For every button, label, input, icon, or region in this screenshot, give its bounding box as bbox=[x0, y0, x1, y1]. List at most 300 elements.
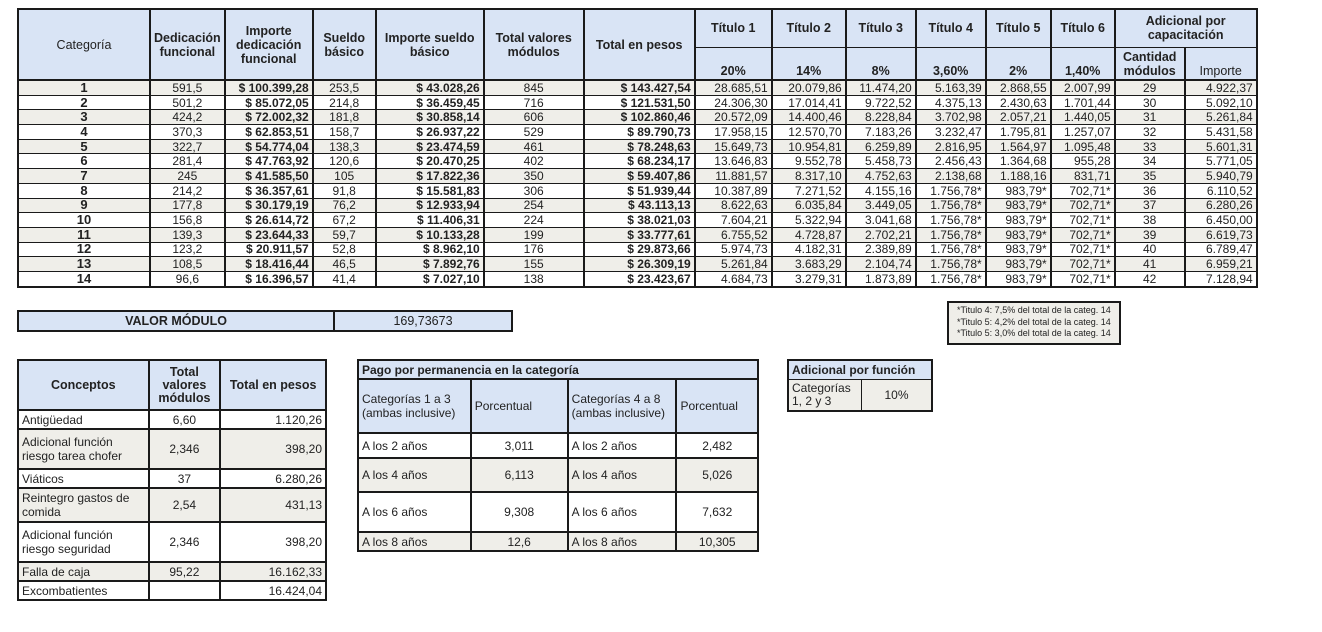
list-item bbox=[358, 492, 758, 532]
sueldo-basico-cell: 120,6 bbox=[313, 154, 376, 169]
list-item bbox=[358, 433, 758, 458]
pesos-cell: 1.120,26 bbox=[220, 410, 326, 429]
header-importe-sueldo: Importe sueldo básico bbox=[376, 9, 484, 80]
categoria-cell: 11 bbox=[18, 227, 150, 242]
header-categorias-1-3: Categorías 1 a 3 (ambas inclusive) bbox=[358, 379, 471, 433]
table-row bbox=[18, 80, 1257, 95]
importe-capacitacion-cell: 5.940,79 bbox=[1185, 169, 1257, 184]
modulos-cell bbox=[149, 581, 221, 600]
titulo-5-cell: 983,79* bbox=[986, 271, 1051, 286]
header-porcentual-a: Porcentual bbox=[471, 379, 568, 433]
categoria-cell: 2 bbox=[18, 95, 150, 110]
titulo-6-cell: 1.257,07 bbox=[1051, 125, 1115, 140]
titulo-6-cell: 702,71* bbox=[1051, 213, 1115, 228]
categoria-cell: 9 bbox=[18, 198, 150, 213]
sueldo-basico-cell: 41,4 bbox=[313, 271, 376, 286]
porcentual-b-cell: 10,305 bbox=[676, 532, 758, 551]
cantidad-modulos-cell: 39 bbox=[1115, 227, 1185, 242]
sueldo-basico-cell: 91,8 bbox=[313, 183, 376, 198]
periodo-a-cell: A los 8 años bbox=[358, 532, 471, 551]
table-row bbox=[18, 183, 1257, 198]
table-row bbox=[18, 198, 1257, 213]
titulo-5-cell: 983,79* bbox=[986, 227, 1051, 242]
titulo-2-cell: 4.182,31 bbox=[772, 242, 846, 257]
total-pesos-cell: $ 89.790,73 bbox=[584, 125, 695, 140]
header-titulo-2: Título 2 bbox=[772, 9, 846, 47]
titulo-1-cell: 28.685,51 bbox=[695, 80, 772, 95]
adicional-funcion-title: Adicional por función bbox=[788, 360, 932, 380]
titulo-2-cell: 12.570,70 bbox=[772, 125, 846, 140]
header-porcentual-b: Porcentual bbox=[676, 379, 758, 433]
titulo-1-cell: 10.387,89 bbox=[695, 183, 772, 198]
footnote: *Titulo 5: 4,2% del total de la categ. 14 bbox=[957, 316, 1111, 327]
header-titulo-1-pct: 20% bbox=[695, 47, 772, 80]
header-conceptos: Conceptos bbox=[18, 360, 149, 410]
titulo-6-cell: 1.095,48 bbox=[1051, 139, 1115, 154]
importe-capacitacion-cell: 4.922,37 bbox=[1185, 80, 1257, 95]
importe-dedicacion-cell: $ 62.853,51 bbox=[225, 125, 313, 140]
total-pesos-cell: $ 23.423,67 bbox=[584, 271, 695, 286]
porcentual-a-cell: 9,308 bbox=[471, 492, 568, 532]
header-importe: Importe bbox=[1185, 47, 1257, 80]
importe-capacitacion-cell: 5.431,58 bbox=[1185, 125, 1257, 140]
titulo-1-cell: 6.755,52 bbox=[695, 227, 772, 242]
table-row bbox=[18, 95, 1257, 110]
titulo-5-cell: 1.188,16 bbox=[986, 169, 1051, 184]
total-pesos-cell: $ 43.113,13 bbox=[584, 198, 695, 213]
sueldo-basico-cell: 59,7 bbox=[313, 227, 376, 242]
footnote: *Titulo 4: 7,5% del total de la categ. 14 bbox=[957, 305, 1111, 315]
dedicacion-cell: 108,5 bbox=[150, 257, 225, 272]
valor-modulo-label: VALOR MÓDULO bbox=[18, 311, 334, 331]
porcentual-b-cell: 5,026 bbox=[676, 458, 758, 492]
header-importe-dedicacion: Importe dedicación funcional bbox=[225, 9, 313, 80]
total-modulos-cell: 350 bbox=[484, 169, 584, 184]
titulo-2-cell: 17.014,41 bbox=[772, 95, 846, 110]
titulo-3-cell: 8.228,84 bbox=[846, 110, 916, 125]
dedicacion-cell: 501,2 bbox=[150, 95, 225, 110]
periodo-b-cell: A los 8 años bbox=[568, 532, 677, 551]
total-pesos-cell: $ 102.860,46 bbox=[584, 110, 695, 125]
total-pesos-cell: $ 29.873,66 bbox=[584, 242, 695, 257]
categoria-cell: 10 bbox=[18, 213, 150, 228]
titulo-5-cell: 983,79* bbox=[986, 213, 1051, 228]
total-modulos-cell: 199 bbox=[484, 227, 584, 242]
categoria-cell: 13 bbox=[18, 257, 150, 272]
titulo-6-cell: 702,71* bbox=[1051, 271, 1115, 286]
modulos-cell: 95,22 bbox=[149, 562, 221, 581]
periodo-b-cell: A los 4 años bbox=[568, 458, 677, 492]
titulo-4-cell: 1.756,78* bbox=[916, 213, 986, 228]
modulos-cell: 6,60 bbox=[149, 410, 221, 429]
titulo-3-cell: 3.041,68 bbox=[846, 213, 916, 228]
dedicacion-cell: 177,8 bbox=[150, 198, 225, 213]
adicional-funcion-label: Categorías 1, 2 y 3 bbox=[788, 380, 862, 412]
dedicacion-cell: 322,7 bbox=[150, 139, 225, 154]
dedicacion-cell: 370,3 bbox=[150, 125, 225, 140]
titulo-2-cell: 14.400,46 bbox=[772, 110, 846, 125]
header-titulo-2-pct: 14% bbox=[772, 47, 846, 80]
cantidad-modulos-cell: 31 bbox=[1115, 110, 1185, 125]
sueldo-basico-cell: 105 bbox=[313, 169, 376, 184]
importe-dedicacion-cell: $ 18.416,44 bbox=[225, 257, 313, 272]
porcentual-b-cell: 7,632 bbox=[676, 492, 758, 532]
valor-modulo-table bbox=[17, 310, 513, 332]
cantidad-modulos-cell: 30 bbox=[1115, 95, 1185, 110]
dedicacion-cell: 139,3 bbox=[150, 227, 225, 242]
importe-sueldo-cell: $ 23.474,59 bbox=[376, 139, 484, 154]
pesos-cell: 431,13 bbox=[220, 488, 326, 522]
titulo-3-cell: 5.458,73 bbox=[846, 154, 916, 169]
adicional-funcion-table bbox=[787, 359, 933, 412]
pesos-cell: 16.162,33 bbox=[220, 562, 326, 581]
total-modulos-cell: 529 bbox=[484, 125, 584, 140]
cantidad-modulos-cell: 32 bbox=[1115, 125, 1185, 140]
importe-dedicacion-cell: $ 36.357,61 bbox=[225, 183, 313, 198]
titulo-1-cell: 15.649,73 bbox=[695, 139, 772, 154]
periodo-a-cell: A los 6 años bbox=[358, 492, 471, 532]
periodo-b-cell: A los 2 años bbox=[568, 433, 677, 458]
sueldo-basico-cell: 214,8 bbox=[313, 95, 376, 110]
porcentual-a-cell: 6,113 bbox=[471, 458, 568, 492]
list-item bbox=[18, 488, 326, 522]
concepto-cell: Antigüedad bbox=[18, 410, 149, 429]
titulo-6-cell: 702,71* bbox=[1051, 227, 1115, 242]
total-pesos-cell: $ 78.248,63 bbox=[584, 139, 695, 154]
importe-sueldo-cell: $ 15.581,83 bbox=[376, 183, 484, 198]
titulo-6-cell: 831,71 bbox=[1051, 169, 1115, 184]
pesos-cell: 398,20 bbox=[220, 522, 326, 562]
importe-capacitacion-cell: 5.261,84 bbox=[1185, 110, 1257, 125]
titulo-1-cell: 4.684,73 bbox=[695, 271, 772, 286]
titulo-4-cell: 5.163,39 bbox=[916, 80, 986, 95]
table-row bbox=[18, 169, 1257, 184]
table-row bbox=[18, 125, 1257, 140]
titulo-1-cell: 5.261,84 bbox=[695, 257, 772, 272]
table-row bbox=[18, 110, 1257, 125]
importe-sueldo-cell: $ 7.027,10 bbox=[376, 271, 484, 286]
cantidad-modulos-cell: 42 bbox=[1115, 271, 1185, 286]
titulo-4-cell: 1.756,78* bbox=[916, 242, 986, 257]
porcentual-b-cell: 2,482 bbox=[676, 433, 758, 458]
titulo-3-cell: 9.722,52 bbox=[846, 95, 916, 110]
categoria-cell: 1 bbox=[18, 80, 150, 95]
list-item bbox=[18, 522, 326, 562]
total-modulos-cell: 176 bbox=[484, 242, 584, 257]
total-pesos-cell: $ 26.309,19 bbox=[584, 257, 695, 272]
titulo-6-cell: 2.007,99 bbox=[1051, 80, 1115, 95]
titulo-6-cell: 702,71* bbox=[1051, 198, 1115, 213]
titulo-4-cell: 2.138,68 bbox=[916, 169, 986, 184]
titulo-2-cell: 20.079,86 bbox=[772, 80, 846, 95]
importe-sueldo-cell: $ 36.459,45 bbox=[376, 95, 484, 110]
importe-dedicacion-cell: $ 72.002,32 bbox=[225, 110, 313, 125]
categoria-cell: 3 bbox=[18, 110, 150, 125]
importe-capacitacion-cell: 6.280,26 bbox=[1185, 198, 1257, 213]
importe-sueldo-cell: $ 10.133,28 bbox=[376, 227, 484, 242]
titulo-6-cell: 1.701,44 bbox=[1051, 95, 1115, 110]
titulo-5-cell: 2.868,55 bbox=[986, 80, 1051, 95]
total-modulos-cell: 845 bbox=[484, 80, 584, 95]
concepto-cell: Reintegro gastos de comida bbox=[18, 488, 149, 522]
concepto-cell: Adicional función riesgo seguridad bbox=[18, 522, 149, 562]
cantidad-modulos-cell: 34 bbox=[1115, 154, 1185, 169]
periodo-a-cell: A los 2 años bbox=[358, 433, 471, 458]
list-item bbox=[18, 562, 326, 581]
header-titulo-6-pct: 1,40% bbox=[1051, 47, 1115, 80]
dedicacion-cell: 245 bbox=[150, 169, 225, 184]
categoria-cell: 8 bbox=[18, 183, 150, 198]
sueldo-basico-cell: 181,8 bbox=[313, 110, 376, 125]
importe-capacitacion-cell: 5.771,05 bbox=[1185, 154, 1257, 169]
modulos-cell: 2,346 bbox=[149, 429, 221, 469]
cantidad-modulos-cell: 38 bbox=[1115, 213, 1185, 228]
titulo-3-cell: 7.183,26 bbox=[846, 125, 916, 140]
importe-capacitacion-cell: 5.092,10 bbox=[1185, 95, 1257, 110]
list-item bbox=[18, 429, 326, 469]
importe-sueldo-cell: $ 8.962,10 bbox=[376, 242, 484, 257]
header-sueldo-basico: Sueldo básico bbox=[313, 9, 376, 80]
dedicacion-cell: 591,5 bbox=[150, 80, 225, 95]
header-categoria: Categoría bbox=[18, 9, 150, 80]
titulo-5-cell: 2.430,63 bbox=[986, 95, 1051, 110]
titulo-5-cell: 2.057,21 bbox=[986, 110, 1051, 125]
sueldo-basico-cell: 253,5 bbox=[313, 80, 376, 95]
total-modulos-cell: 138 bbox=[484, 271, 584, 286]
importe-dedicacion-cell: $ 30.179,19 bbox=[225, 198, 313, 213]
titulo-1-cell: 24.306,30 bbox=[695, 95, 772, 110]
total-pesos-cell: $ 59.407,86 bbox=[584, 169, 695, 184]
categoria-cell: 14 bbox=[18, 271, 150, 286]
sueldo-basico-cell: 138,3 bbox=[313, 139, 376, 154]
importe-sueldo-cell: $ 30.858,14 bbox=[376, 110, 484, 125]
modulos-cell: 37 bbox=[149, 469, 221, 488]
total-modulos-cell: 224 bbox=[484, 213, 584, 228]
sueldo-basico-cell: 67,2 bbox=[313, 213, 376, 228]
total-modulos-cell: 155 bbox=[484, 257, 584, 272]
header-titulo-3: Título 3 bbox=[846, 9, 916, 47]
total-modulos-cell: 606 bbox=[484, 110, 584, 125]
categoria-cell: 6 bbox=[18, 154, 150, 169]
titulo-1-cell: 13.646,83 bbox=[695, 154, 772, 169]
total-pesos-cell: $ 121.531,50 bbox=[584, 95, 695, 110]
titulo-2-cell: 5.322,94 bbox=[772, 213, 846, 228]
total-pesos-cell: $ 38.021,03 bbox=[584, 213, 695, 228]
importe-dedicacion-cell: $ 47.763,92 bbox=[225, 154, 313, 169]
total-pesos-cell: $ 51.939,44 bbox=[584, 183, 695, 198]
pesos-cell: 398,20 bbox=[220, 429, 326, 469]
importe-capacitacion-cell: 6.110,52 bbox=[1185, 183, 1257, 198]
titulo-5-cell: 1.564,97 bbox=[986, 139, 1051, 154]
header-total-valores-modulos: Total valores módulos bbox=[149, 360, 221, 410]
list-item bbox=[18, 581, 326, 600]
titulo-5-cell: 983,79* bbox=[986, 242, 1051, 257]
header-titulo-5: Título 5 bbox=[986, 9, 1051, 47]
list-item bbox=[358, 458, 758, 492]
titulo-1-cell: 5.974,73 bbox=[695, 242, 772, 257]
header-titulo-4-pct: 3,60% bbox=[916, 47, 986, 80]
importe-sueldo-cell: $ 11.406,31 bbox=[376, 213, 484, 228]
valor-modulo-value: 169,73673 bbox=[334, 311, 512, 331]
importe-capacitacion-cell: 7.128,94 bbox=[1185, 271, 1257, 286]
cantidad-modulos-cell: 41 bbox=[1115, 257, 1185, 272]
titulo-2-cell: 4.728,87 bbox=[772, 227, 846, 242]
salary-table bbox=[17, 8, 1258, 288]
concepto-cell: Viáticos bbox=[18, 469, 149, 488]
titulo-5-cell: 983,79* bbox=[986, 198, 1051, 213]
titulo-4-cell: 1.756,78* bbox=[916, 257, 986, 272]
concepto-cell: Adicional función riesgo tarea chofer bbox=[18, 429, 149, 469]
titulo-1-cell: 7.604,21 bbox=[695, 213, 772, 228]
cantidad-modulos-cell: 33 bbox=[1115, 139, 1185, 154]
header-categorias-4-8: Categorías 4 a 8 (ambas inclusive) bbox=[568, 379, 677, 433]
titulo-3-cell: 1.873,89 bbox=[846, 271, 916, 286]
permanencia-table bbox=[357, 359, 759, 552]
header-dedicacion-funcional: Dedicación funcional bbox=[150, 9, 225, 80]
titulo-4-cell: 1.756,78* bbox=[916, 227, 986, 242]
importe-capacitacion-cell: 6.619,73 bbox=[1185, 227, 1257, 242]
titulo-2-cell: 9.552,78 bbox=[772, 154, 846, 169]
dedicacion-cell: 281,4 bbox=[150, 154, 225, 169]
porcentual-a-cell: 3,011 bbox=[471, 433, 568, 458]
importe-dedicacion-cell: $ 41.585,50 bbox=[225, 169, 313, 184]
titulo-4-cell: 3.702,98 bbox=[916, 110, 986, 125]
titulo-6-cell: 702,71* bbox=[1051, 183, 1115, 198]
pesos-cell: 6.280,26 bbox=[220, 469, 326, 488]
titulo-4-cell: 2.456,43 bbox=[916, 154, 986, 169]
table-row bbox=[18, 227, 1257, 242]
modulos-cell: 2,346 bbox=[149, 522, 221, 562]
table-row bbox=[18, 154, 1257, 169]
importe-sueldo-cell: $ 7.892,76 bbox=[376, 257, 484, 272]
dedicacion-cell: 156,8 bbox=[150, 213, 225, 228]
dedicacion-cell: 123,2 bbox=[150, 242, 225, 257]
header-titulo-6: Título 6 bbox=[1051, 9, 1115, 47]
header-titulo-1: Título 1 bbox=[695, 9, 772, 47]
total-pesos-cell: $ 33.777,61 bbox=[584, 227, 695, 242]
titulo-3-cell: 6.259,89 bbox=[846, 139, 916, 154]
categoria-cell: 7 bbox=[18, 169, 150, 184]
importe-dedicacion-cell: $ 54.774,04 bbox=[225, 139, 313, 154]
titulo-1-cell: 20.572,09 bbox=[695, 110, 772, 125]
importe-dedicacion-cell: $ 23.644,33 bbox=[225, 227, 313, 242]
dedicacion-cell: 214,2 bbox=[150, 183, 225, 198]
importe-dedicacion-cell: $ 26.614,72 bbox=[225, 213, 313, 228]
concepto-cell: Excombatientes bbox=[18, 581, 149, 600]
titulo-3-cell: 4.752,63 bbox=[846, 169, 916, 184]
header-titulo-5-pct: 2% bbox=[986, 47, 1051, 80]
header-adicional-capacitacion: Adicional por capacitación bbox=[1115, 9, 1257, 47]
total-modulos-cell: 402 bbox=[484, 154, 584, 169]
importe-sueldo-cell: $ 17.822,36 bbox=[376, 169, 484, 184]
categoria-cell: 5 bbox=[18, 139, 150, 154]
total-modulos-cell: 716 bbox=[484, 95, 584, 110]
categoria-cell: 12 bbox=[18, 242, 150, 257]
titulo-4-cell: 4.375,13 bbox=[916, 95, 986, 110]
importe-dedicacion-cell: $ 85.072,05 bbox=[225, 95, 313, 110]
importe-capacitacion-cell: 6.450,00 bbox=[1185, 213, 1257, 228]
list-item bbox=[18, 410, 326, 429]
titulo-2-cell: 3.279,31 bbox=[772, 271, 846, 286]
permanencia-title: Pago por permanencia en la categoría bbox=[358, 360, 758, 379]
titulo-4-cell: 2.816,95 bbox=[916, 139, 986, 154]
cantidad-modulos-cell: 35 bbox=[1115, 169, 1185, 184]
cantidad-modulos-cell: 40 bbox=[1115, 242, 1185, 257]
titulo-1-cell: 17.958,15 bbox=[695, 125, 772, 140]
header-total-en-pesos: Total en pesos bbox=[220, 360, 326, 410]
concepto-cell: Falla de caja bbox=[18, 562, 149, 581]
total-modulos-cell: 461 bbox=[484, 139, 584, 154]
titulo-3-cell: 2.702,21 bbox=[846, 227, 916, 242]
list-item bbox=[18, 469, 326, 488]
titulo-6-cell: 1.440,05 bbox=[1051, 110, 1115, 125]
importe-sueldo-cell: $ 43.028,26 bbox=[376, 80, 484, 95]
titulo-4-cell: 3.232,47 bbox=[916, 125, 986, 140]
titulo-3-cell: 4.155,16 bbox=[846, 183, 916, 198]
periodo-a-cell: A los 4 años bbox=[358, 458, 471, 492]
header-cantidad-modulos: Cantidad módulos bbox=[1115, 47, 1185, 80]
importe-capacitacion-cell: 6.959,21 bbox=[1185, 257, 1257, 272]
total-modulos-cell: 306 bbox=[484, 183, 584, 198]
dedicacion-cell: 96,6 bbox=[150, 271, 225, 286]
importe-dedicacion-cell: $ 20.911,57 bbox=[225, 242, 313, 257]
table-row bbox=[18, 213, 1257, 228]
titulo-4-cell: 1.756,78* bbox=[916, 271, 986, 286]
total-modulos-cell: 254 bbox=[484, 198, 584, 213]
header-total-modulos: Total valores módulos bbox=[484, 9, 584, 80]
titulo-footnotes bbox=[947, 301, 1121, 345]
header-total-pesos: Total en pesos bbox=[584, 9, 695, 80]
table-row bbox=[18, 257, 1257, 272]
titulo-4-cell: 1.756,78* bbox=[916, 183, 986, 198]
list-item bbox=[358, 532, 758, 551]
titulo-3-cell: 2.104,74 bbox=[846, 257, 916, 272]
importe-capacitacion-cell: 6.789,47 bbox=[1185, 242, 1257, 257]
periodo-b-cell: A los 6 años bbox=[568, 492, 677, 532]
titulo-3-cell: 3.449,05 bbox=[846, 198, 916, 213]
titulo-2-cell: 6.035,84 bbox=[772, 198, 846, 213]
importe-sueldo-cell: $ 12.933,94 bbox=[376, 198, 484, 213]
titulo-6-cell: 702,71* bbox=[1051, 242, 1115, 257]
categoria-cell: 4 bbox=[18, 125, 150, 140]
adicional-funcion-value: 10% bbox=[862, 380, 933, 412]
titulo-1-cell: 11.881,57 bbox=[695, 169, 772, 184]
importe-sueldo-cell: $ 26.937,22 bbox=[376, 125, 484, 140]
titulo-2-cell: 3.683,29 bbox=[772, 257, 846, 272]
dedicacion-cell: 424,2 bbox=[150, 110, 225, 125]
porcentual-a-cell: 12,6 bbox=[471, 532, 568, 551]
importe-dedicacion-cell: $ 100.399,28 bbox=[225, 80, 313, 95]
cantidad-modulos-cell: 36 bbox=[1115, 183, 1185, 198]
importe-dedicacion-cell: $ 16.396,57 bbox=[225, 271, 313, 286]
sueldo-basico-cell: 52,8 bbox=[313, 242, 376, 257]
titulo-4-cell: 1.756,78* bbox=[916, 198, 986, 213]
header-titulo-4: Título 4 bbox=[916, 9, 986, 47]
table-row bbox=[18, 242, 1257, 257]
sueldo-basico-cell: 158,7 bbox=[313, 125, 376, 140]
titulo-5-cell: 1.795,81 bbox=[986, 125, 1051, 140]
titulo-2-cell: 7.271,52 bbox=[772, 183, 846, 198]
titulo-5-cell: 1.364,68 bbox=[986, 154, 1051, 169]
titulo-3-cell: 2.389,89 bbox=[846, 242, 916, 257]
table-row bbox=[18, 139, 1257, 154]
footnote: *Titulo 5: 3,0% del total de la categ. 14 bbox=[957, 328, 1111, 338]
titulo-1-cell: 8.622,63 bbox=[695, 198, 772, 213]
titulo-6-cell: 955,28 bbox=[1051, 154, 1115, 169]
total-pesos-cell: $ 143.427,54 bbox=[584, 80, 695, 95]
header-titulo-3-pct: 8% bbox=[846, 47, 916, 80]
pesos-cell: 16.424,04 bbox=[220, 581, 326, 600]
